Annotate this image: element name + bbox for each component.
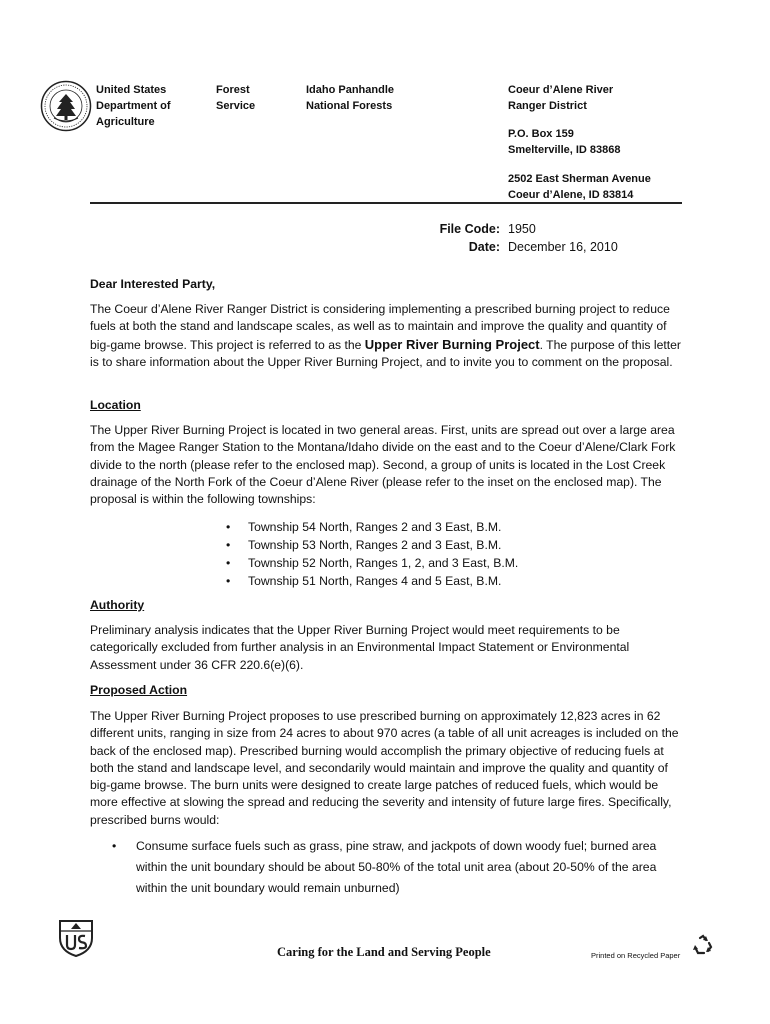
letterhead-agency: United States Department of Agriculture (96, 84, 171, 128)
footer-motto: Caring for the Land and Serving People (277, 945, 491, 959)
list-item: • Township 52 North, Ranges 1, 2, and 3 East, B.M. (226, 554, 518, 572)
forest-service-shield-icon (58, 918, 94, 958)
location-heading: Location (90, 398, 141, 412)
authority-heading: Authority (90, 598, 145, 612)
recycled-paper-note: Printed on Recycled Paper (591, 951, 681, 960)
intro-text-start: The Coeur d’Alene River Ranger District is considering implementing a prescribed burning project to reduce fuels at both the stand and landscape scales, as well as to maintain and improve the quality and quantity of big-game browse. This project is referred to as the (90, 302, 670, 352)
proposed-action-heading: Proposed Action (90, 683, 188, 697)
usda-seal-icon (40, 80, 92, 132)
townships-list (226, 518, 518, 590)
intro-paragraph (90, 301, 686, 371)
project-name: Upper River Burning Project (364, 336, 540, 352)
letterhead-po-box: P.O. Box 159 Smelterville, ID 83868 (508, 128, 621, 156)
letterhead-service: Forest Service (216, 84, 256, 112)
date-value: December 16, 2010 (508, 240, 618, 254)
prescribed-burn-list (112, 836, 684, 899)
letterhead-district: Coeur d’Alene River Ranger District (508, 84, 614, 112)
salutation: Dear Interested Party, (90, 277, 216, 291)
authority-paragraph: Preliminary analysis indicates that the Upper River Burning Project would meet requirements to be categorically excluded from further analysis in an Environmental Impact Statement or Environmental Assessment under 36 CFR 220.6(e)(6). (90, 623, 630, 672)
letterhead-divider (90, 202, 682, 204)
recycle-icon (692, 934, 714, 956)
location-paragraph: The Upper River Burning Project is located in two general areas. First, units are spread out over a large area from the Magee Ranger Station to the Montana/Idaho divide on the east and to the Coeur d’Alene/Clark Fork divide to the north (please refer to the enclosed map). Second, a group of units is located in the Lost Creek drainage of the North Fork of the Coeur d’Alene River (please refer to the inset on the enclosed map). The proposal is within the following townships: (90, 423, 676, 507)
list-item: • Township 53 North, Ranges 2 and 3 East, B.M. (226, 536, 518, 554)
letterhead-forests: Idaho Panhandle National Forests (306, 84, 395, 112)
date-label: Date: (468, 240, 500, 254)
proposed-action-paragraph: The Upper River Burning Project proposes to use prescribed burning on approximately 12,823 acres in 62 different units, ranging in size from 24 acres to about 970 acres (a table of all unit acreages is included on the back of the enclosed map). Prescribed burning would accomplish the primary objective of reducing fuels at both the stand and landscape level, and secondarily would maintain and improve the quality and quantity of big-game browse. The burn units were designed to create large patches of reduced fuels, which would be more effective at slowing the spread and reducing the severity and intensity of future large fires. Specifically, prescribed burns would: (90, 709, 679, 827)
intro-text-end: . The purpose of this letter is to share information about the Upper River Burning Project, and to invite you to comment on the proposal. (90, 337, 681, 369)
letterhead-street: 2502 East Sherman Avenue Coeur d’Alene, ID 83814 (508, 173, 651, 201)
file-code-value: 1950 (508, 222, 536, 236)
file-code-label: File Code: (439, 222, 500, 236)
list-item: • Consume surface fuels such as grass, pine straw, and jackpots of down woody fuel; burned area within the unit boundary should be about 50-80% of the total unit area (about 20-50% of the area within the unit boundary would remain unburned) (112, 836, 684, 899)
list-item: • Township 54 North, Ranges 2 and 3 East, B.M. (226, 518, 518, 536)
list-item: • Township 51 North, Ranges 4 and 5 East, B.M. (226, 572, 518, 590)
